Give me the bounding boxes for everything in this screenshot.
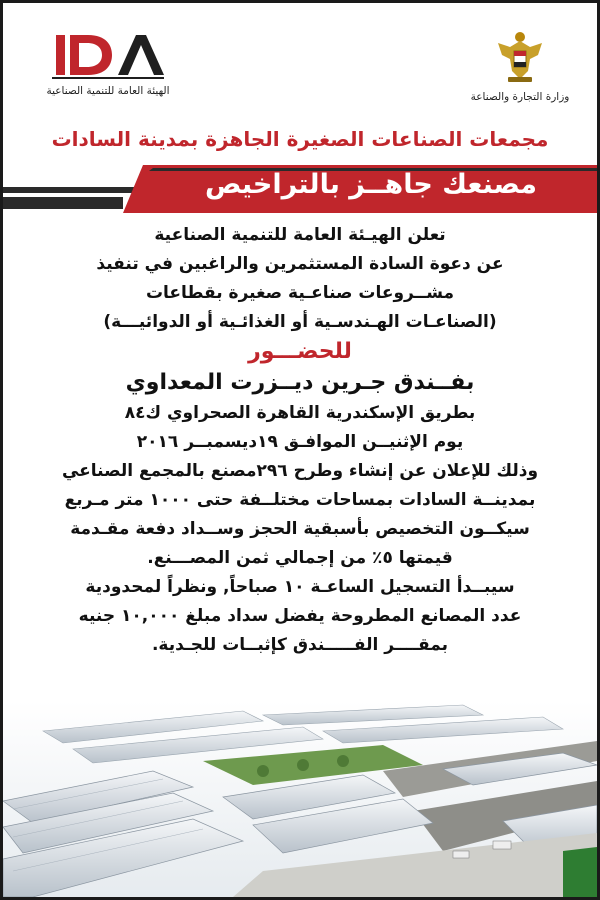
ida-logo	[48, 31, 168, 81]
subtitle: مجمعات الصناعات الصغيرة الجاهزة بمدينة السادات	[51, 127, 549, 151]
body-line: بطريق الإسكندرية القاهرة الصحراوي ك٨٤	[124, 403, 476, 423]
body-line: قيمتها ٥٪ من إجمالي ثمن المصـــنع.	[147, 548, 453, 568]
body-line: سيبــدأ التسجيل الساعـة ١٠ صباحاً, ونظراً لمحدودية	[85, 577, 515, 597]
body-line: بمدينــة السادات بمساحات مختلــفة حتى ١٠٠٠ متر مـربع	[64, 490, 536, 510]
body-line: وذلك للإعلان عن إنشاء وطرح ٢٩٦مصنع بالمجمع الصناعي	[61, 461, 539, 481]
body-line: عن دعوة السادة المستثمرين والراغبين في تنفيذ	[96, 254, 504, 274]
banner	[3, 163, 597, 215]
factory-complex-image	[3, 701, 597, 897]
announcement-body	[3, 221, 597, 660]
banner-title: مصنعك جاهــز بالتراخيص	[205, 169, 537, 200]
ida-name: الهيئة العامة للتنمية الصناعية	[46, 85, 170, 97]
body-line: سيكــون التخصيص بأسبقية الحجز وســداد دفعة مقـدمة	[70, 519, 530, 539]
hotel-name: بفــندق جـرين ديــزرت المعداوي	[125, 370, 475, 395]
attendance-heading: للحضـــور	[248, 339, 352, 364]
body-line: تعلن الهيـئة العامة للتنمية الصناعية	[154, 225, 446, 245]
ministry-branding	[465, 29, 575, 103]
body-line: (الصناعـات الهـندسـية أو الغذائـية أو الدوائيـــة)	[103, 312, 497, 332]
body-line: عدد المصانع المطروحة يفضل سداد مبلغ ١٠,٠٠٠ جنيه	[78, 606, 522, 626]
eagle-emblem-icon	[496, 29, 544, 85]
ministry-name: وزارة التجارة والصناعة	[470, 91, 570, 103]
body-line: بمقــــر الفـــــندق كإثبــات للجـدية.	[151, 635, 449, 655]
ida-branding	[23, 31, 193, 97]
header	[3, 3, 597, 123]
event-date: يوم الإثنيــن الموافـق ١٩ديسمبــر ٢٠١٦	[136, 432, 464, 452]
body-line: مشــروعات صناعـية صغيرة بقطاعات	[145, 283, 455, 303]
